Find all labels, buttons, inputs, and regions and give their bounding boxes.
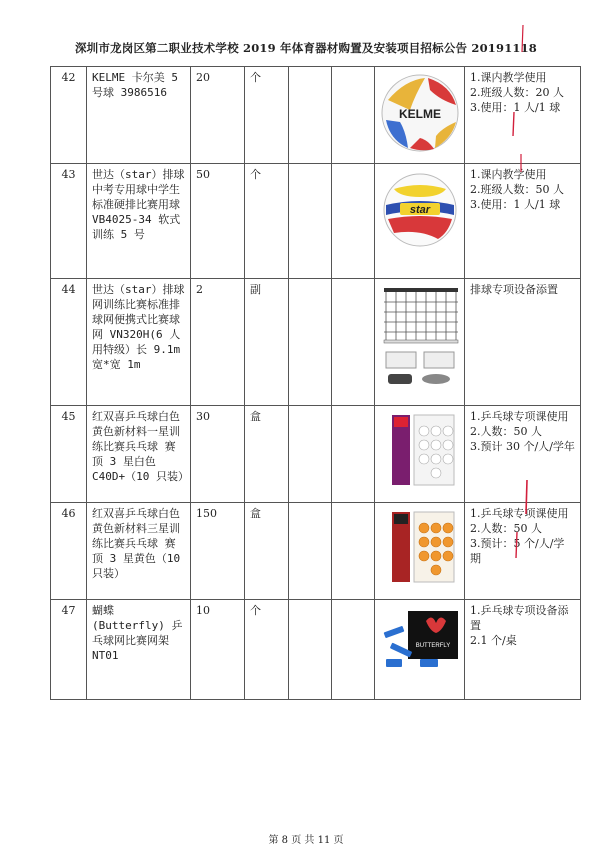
empty-cell	[332, 406, 375, 503]
red-check-mark	[518, 24, 528, 54]
item-quantity: 150	[191, 503, 245, 600]
item-name: 世达（star）排球中考专用球中学生标准硬排比赛用球 VB4025-34 软式训练 5 号	[87, 164, 191, 279]
red-check-mark	[515, 152, 527, 176]
pingpong-box-white-image	[380, 409, 462, 491]
item-notes: 1.乒乓球专项课使用 2.人数：50 人 3.预计 30 个/人/学年	[465, 406, 581, 503]
item-quantity: 10	[191, 600, 245, 700]
item-number: 46	[51, 503, 87, 600]
item-notes: 1.课内教学使用 2.班级人数：50 人 3.使用：1 人/1 球	[465, 164, 581, 279]
empty-cell	[332, 600, 375, 700]
page-title: 深圳市龙岗区第二职业技术学校 2019 年体育器材购置及安装项目招标公告 20191118	[74, 41, 538, 55]
red-check-mark	[520, 478, 534, 518]
pingpong-box-orange-image	[380, 506, 462, 588]
empty-cell	[289, 406, 332, 503]
item-name: 蝴蝶 (Butterfly) 乒乓球网比赛网架 NT01	[87, 600, 191, 700]
item-image-cell	[375, 279, 465, 406]
item-image-cell	[375, 600, 465, 700]
empty-cell	[332, 279, 375, 406]
item-unit: 盒	[245, 503, 289, 600]
svg-text:BUTTERFLY: BUTTERFLY	[415, 643, 451, 649]
empty-cell	[289, 279, 332, 406]
item-quantity: 2	[191, 279, 245, 406]
table-row	[51, 406, 581, 503]
item-notes: 1.乒乓球专项课使用 2.人数：50 人 3.预计：5 个/人/学期	[465, 503, 581, 600]
volleyball-kelme-image	[380, 70, 460, 156]
item-number: 43	[51, 164, 87, 279]
volleyball-net-image	[380, 282, 462, 394]
item-unit: 副	[245, 279, 289, 406]
table-tennis-net-image	[380, 603, 462, 673]
item-unit: 个	[245, 67, 289, 164]
item-name: 红双喜乒乓球白色黄色新材料三星训练比赛兵乓球 赛顶 3 星黄色（10 只装）	[87, 503, 191, 600]
table-row	[51, 503, 581, 600]
item-image-cell	[375, 503, 465, 600]
item-number: 45	[51, 406, 87, 503]
empty-cell	[332, 67, 375, 164]
item-name: KELME 卡尔美 5 号球 3986516	[87, 67, 191, 164]
table-row	[51, 279, 581, 406]
item-number: 47	[51, 600, 87, 700]
empty-cell	[332, 164, 375, 279]
svg-text:KELME: KELME	[399, 107, 441, 121]
item-notes: 1.乒乓球专项设备添置 2.1 个/桌	[465, 600, 581, 700]
table-row	[51, 164, 581, 279]
volleyball-star-image	[380, 167, 460, 253]
page-footer: 第 8 页 共 11 页	[268, 835, 344, 846]
item-notes: 1.课内教学使用 2.班级人数：20 人 3.使用：1 人/1 球	[465, 67, 581, 164]
red-check-mark	[510, 530, 524, 560]
empty-cell	[289, 164, 332, 279]
empty-cell	[289, 503, 332, 600]
item-quantity: 30	[191, 406, 245, 503]
table-row	[51, 67, 581, 164]
item-unit: 个	[245, 600, 289, 700]
item-notes: 排球专项设备添置	[465, 279, 581, 406]
item-quantity: 20	[191, 67, 245, 164]
item-unit: 个	[245, 164, 289, 279]
item-image-cell	[375, 164, 465, 279]
item-image-cell	[375, 406, 465, 503]
table-row	[51, 600, 581, 700]
item-unit: 盒	[245, 406, 289, 503]
item-name: 红双喜乒乓球白色黄色新材料一星训练比赛兵乓球 赛顶 3 星白色 C40D+（10 只装）	[87, 406, 191, 503]
item-number: 42	[51, 67, 87, 164]
empty-cell	[332, 503, 375, 600]
item-name: 世达（star）排球网训练比赛标准排球网便携式比赛球网 VN320H(6 人用特级）长 9.1m 宽*宽 1m	[87, 279, 191, 406]
item-quantity: 50	[191, 164, 245, 279]
red-check-mark	[508, 110, 520, 140]
items-table	[50, 66, 581, 700]
item-number: 44	[51, 279, 87, 406]
empty-cell	[289, 600, 332, 700]
svg-text:star: star	[409, 204, 431, 216]
item-image-cell	[375, 67, 465, 164]
empty-cell	[289, 67, 332, 164]
